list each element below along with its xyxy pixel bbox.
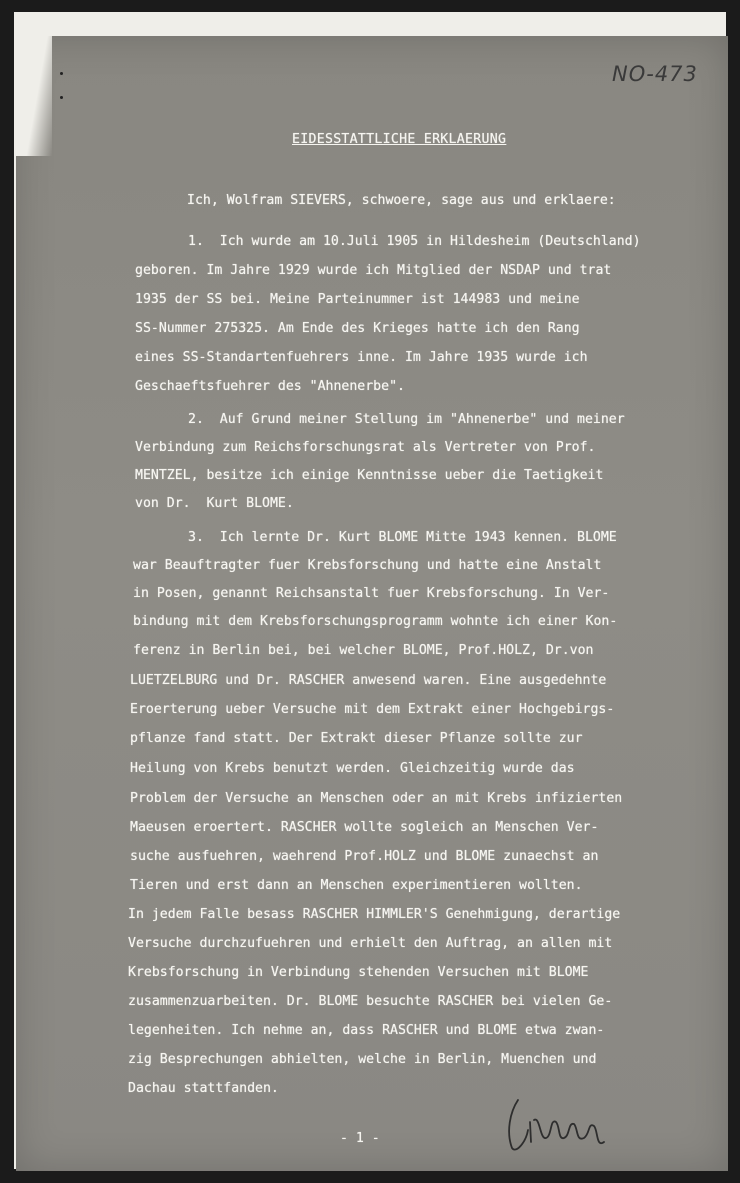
- page-number: - 1 -: [340, 1131, 380, 1146]
- signature: [500, 1092, 610, 1162]
- document-title: EIDESSTATTLICHE ERKLAERUNG: [292, 132, 507, 147]
- body-line: Heilung von Krebs benutzt werden. Gleichzeitig wurde das: [130, 761, 575, 776]
- body-line: Tieren und erst dann an Menschen experimentieren wollten.: [130, 878, 583, 893]
- body-line: In jedem Falle besass RASCHER HIMMLER'S Genehmigung, derartige: [128, 907, 621, 922]
- body-line: Geschaeftsfuehrer des "Ahnenerbe".: [135, 379, 405, 394]
- body-line: 1. Ich wurde am 10.Juli 1905 in Hildesheim (Deutschland): [188, 234, 641, 249]
- body-line: suche ausfuehren, waehrend Prof.HOLZ und BLOME zunaechst an: [130, 849, 599, 864]
- body-line: geboren. Im Jahre 1929 wurde ich Mitglied der NSDAP und trat: [135, 263, 612, 278]
- body-line: von Dr. Kurt BLOME.: [135, 496, 294, 511]
- body-line: pflanze fand statt. Der Extrakt dieser Pflanze sollte zur: [130, 731, 583, 746]
- body-line: 1935 der SS bei. Meine Parteinummer ist 144983 und meine: [135, 292, 580, 307]
- body-line: Eroerterung ueber Versuche mit dem Extrakt einer Hochgebirgs-: [130, 702, 615, 717]
- body-line: zig Besprechungen abhielten, welche in Berlin, Muenchen und: [128, 1052, 597, 1067]
- body-line: Krebsforschung in Verbindung stehenden Versuchen mit BLOME: [128, 965, 589, 980]
- body-line: legenheiten. Ich nehme an, dass RASCHER und BLOME etwa zwan-: [128, 1023, 605, 1038]
- body-line: in Posen, genannt Reichsanstalt fuer Krebsforschung. In Ver-: [133, 586, 610, 601]
- document-number: NO-473: [612, 62, 698, 86]
- page-corner: [16, 36, 52, 156]
- body-line: Verbindung zum Reichsforschungsrat als Vertreter von Prof.: [135, 440, 596, 455]
- body-line: ferenz in Berlin bei, bei welcher BLOME, Prof.HOLZ, Dr.von: [133, 643, 594, 658]
- body-line: Versuche durchzufuehren und erhielt den Auftrag, an allen mit: [128, 936, 613, 951]
- punch-hole: [60, 72, 63, 75]
- body-line: 2. Auf Grund meiner Stellung im "Ahnenerbe" und meiner: [188, 412, 625, 427]
- intro-line: Ich, Wolfram SIEVERS, schwoere, sage aus und erklaere:: [187, 193, 616, 208]
- body-line: bindung mit dem Krebsforschungsprogramm wohnte ich einer Kon-: [133, 614, 618, 629]
- body-line: 3. Ich lernte Dr. Kurt BLOME Mitte 1943 kennen. BLOME: [188, 530, 617, 545]
- body-line: eines SS-Standartenfuehrers inne. Im Jahre 1935 wurde ich: [135, 350, 588, 365]
- body-line: war Beauftragter fuer Krebsforschung und hatte eine Anstalt: [133, 558, 602, 573]
- body-line: LUETZELBURG und Dr. RASCHER anwesend waren. Eine ausgedehnte: [130, 673, 607, 688]
- body-line: Dachau stattfanden.: [128, 1081, 279, 1096]
- body-line: Problem der Versuche an Menschen oder an mit Krebs infizierten: [130, 791, 623, 806]
- body-line: zusammenzuarbeiten. Dr. BLOME besuchte RASCHER bei vielen Ge-: [128, 994, 613, 1009]
- punch-hole: [60, 96, 63, 99]
- body-line: MENTZEL, besitze ich einige Kenntnisse ueber die Taetigkeit: [135, 468, 604, 483]
- body-line: Maeusen eroertert. RASCHER wollte sogleich an Menschen Ver-: [130, 820, 599, 835]
- body-line: SS-Nummer 275325. Am Ende des Krieges hatte ich den Rang: [135, 321, 580, 336]
